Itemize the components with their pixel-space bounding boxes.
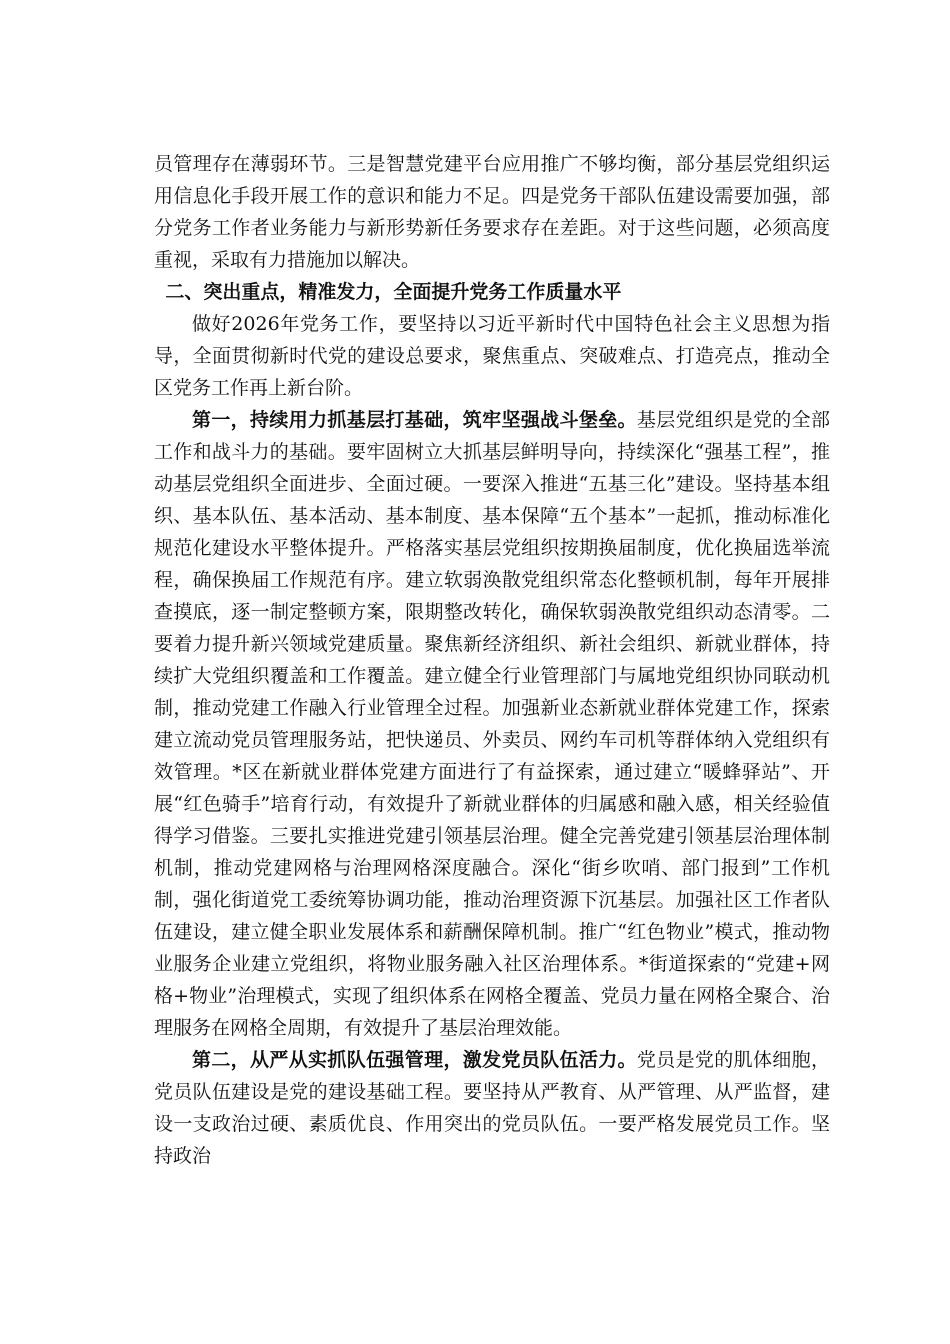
paragraph-second-point <box>154 1044 830 1172</box>
document-page <box>154 148 830 1172</box>
section-heading: 二、突出重点，精准发力，全面提升党务工作质量水平 <box>165 281 622 303</box>
paragraph-intro: 做好2026年党务工作，要坚持以习近平新时代中国特色社会主义思想为指导，全面贯彻新时代党的建设总要求，聚焦重点、突破难点、打造亮点，推动全区党务工作再上新台阶。 <box>154 313 830 399</box>
first-point-lead: 第一，持续用力抓基层打基础，筑牢坚强战斗堡垒。 <box>192 409 637 431</box>
paragraph-first-point <box>154 404 830 1044</box>
first-point-body: 基层党组织是党的全部工作和战斗力的基础。要牢固树立大抓基层鲜明导向，持续深化“强基工程”，推动基层党组织全面进步、全面过硬。一要深入推进“五基三化”建设。坚持基本组织、基本队伍、基本活动、基本制度、基本保障“五个基本”一起抓，推动标准化规范化建设水平整体提升。严格落实基层党组织按期换届制度，优化换届选举流程，确保换届工作规范有序。建立软弱涣散党组织常态化整顿机制，每年开展排查摸底，逐一制定整顿方案，限期整改转化，确保软弱涣散党组织动态清零。二要着力提升新兴领域党建质量。聚焦新经济组织、新社会组织、新就业群体，持续扩大党组织覆盖和工作覆盖。建立健全行业管理部门与属地党组织协同联动机制，推动党建工作融入行业管理全过程。加强新业态新就业群体党建工作，探索建立流动党员管理服务站，把快递员、外卖员、网约车司机等群体纳入党组织有效管理。*区在新就业群体党建方面进行了有益探索，通过建立“暖蜂驿站”、开展“红色骑手”培育行动，有效提升了新就业群体的归属感和融入感，相关经验值得学习借鉴。三要扎实推进党建引领基层治理。健全完善党建引领基层治理体制机制，推动党建网格与治理网格深度融合。深化“街乡吹哨、部门报到”工作机制，强化街道党工委统筹协调功能，推动治理资源下沉基层。加强社区工作者队伍建设，建立健全职业发展体系和薪酬保障机制。推广“红色物业”模式，推动物业服务企业建立党组织，将物业服务融入社区治理体系。*街道探索的“党建+网格+物业”治理模式，实现了组织体系在网格全覆盖、党员力量在网格全聚合、治理服务在网格全周期，有效提升了基层治理效能。 <box>154 409 830 1039</box>
paragraph-continuation: 员管理存在薄弱环节。三是智慧党建平台应用推广不够均衡，部分基层党组织运用信息化手段开展工作的意识和能力不足。四是党务干部队伍建设需要加强，部分党务工作者业务能力与新形势新任务要求存在差距。对于这些问题，必须高度重视，采取有力措施加以解决。 <box>154 153 830 271</box>
second-point-body: 党员是党的肌体细胞，党员队伍建设是党的建设基础工程。要坚持从严教育、从严管理、从严监督，建设一支政治过硬、素质优良、作用突出的党员队伍。一要严格发展党员工作。坚持政治 <box>154 1049 830 1167</box>
second-point-lead: 第二，从严从实抓队伍强管理，激发党员队伍活力。 <box>192 1049 637 1071</box>
